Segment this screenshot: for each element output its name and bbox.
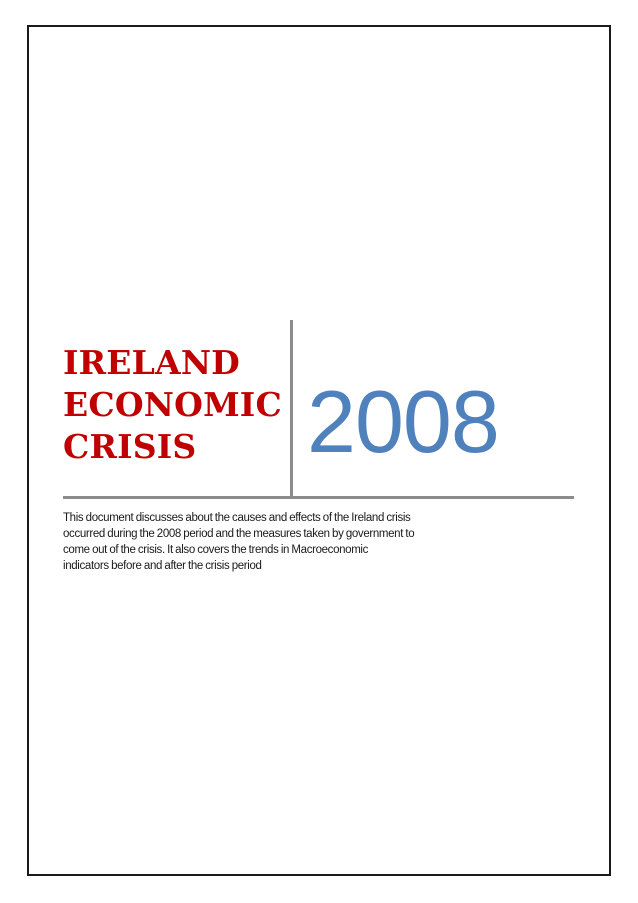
title-line-2: ECONOMIC [63, 385, 282, 424]
abstract-line-2: occurred during the 2008 period and the measures taken by government to [63, 528, 415, 540]
title-line-3: CRISIS [63, 427, 197, 466]
title-line-1: IRELAND [63, 343, 241, 382]
document-abstract [63, 510, 463, 574]
document-title [63, 342, 288, 468]
vertical-divider [290, 320, 293, 497]
horizontal-divider [63, 496, 574, 499]
abstract-line-1: This document discusses about the causes and effects of the Ireland crisis [63, 512, 411, 524]
abstract-line-3: come out of the crisis. It also covers the trends in Macroeconomic [63, 544, 369, 556]
document-year: 2008 [307, 372, 499, 471]
abstract-line-4: indicators before and after the crisis period [63, 560, 262, 572]
